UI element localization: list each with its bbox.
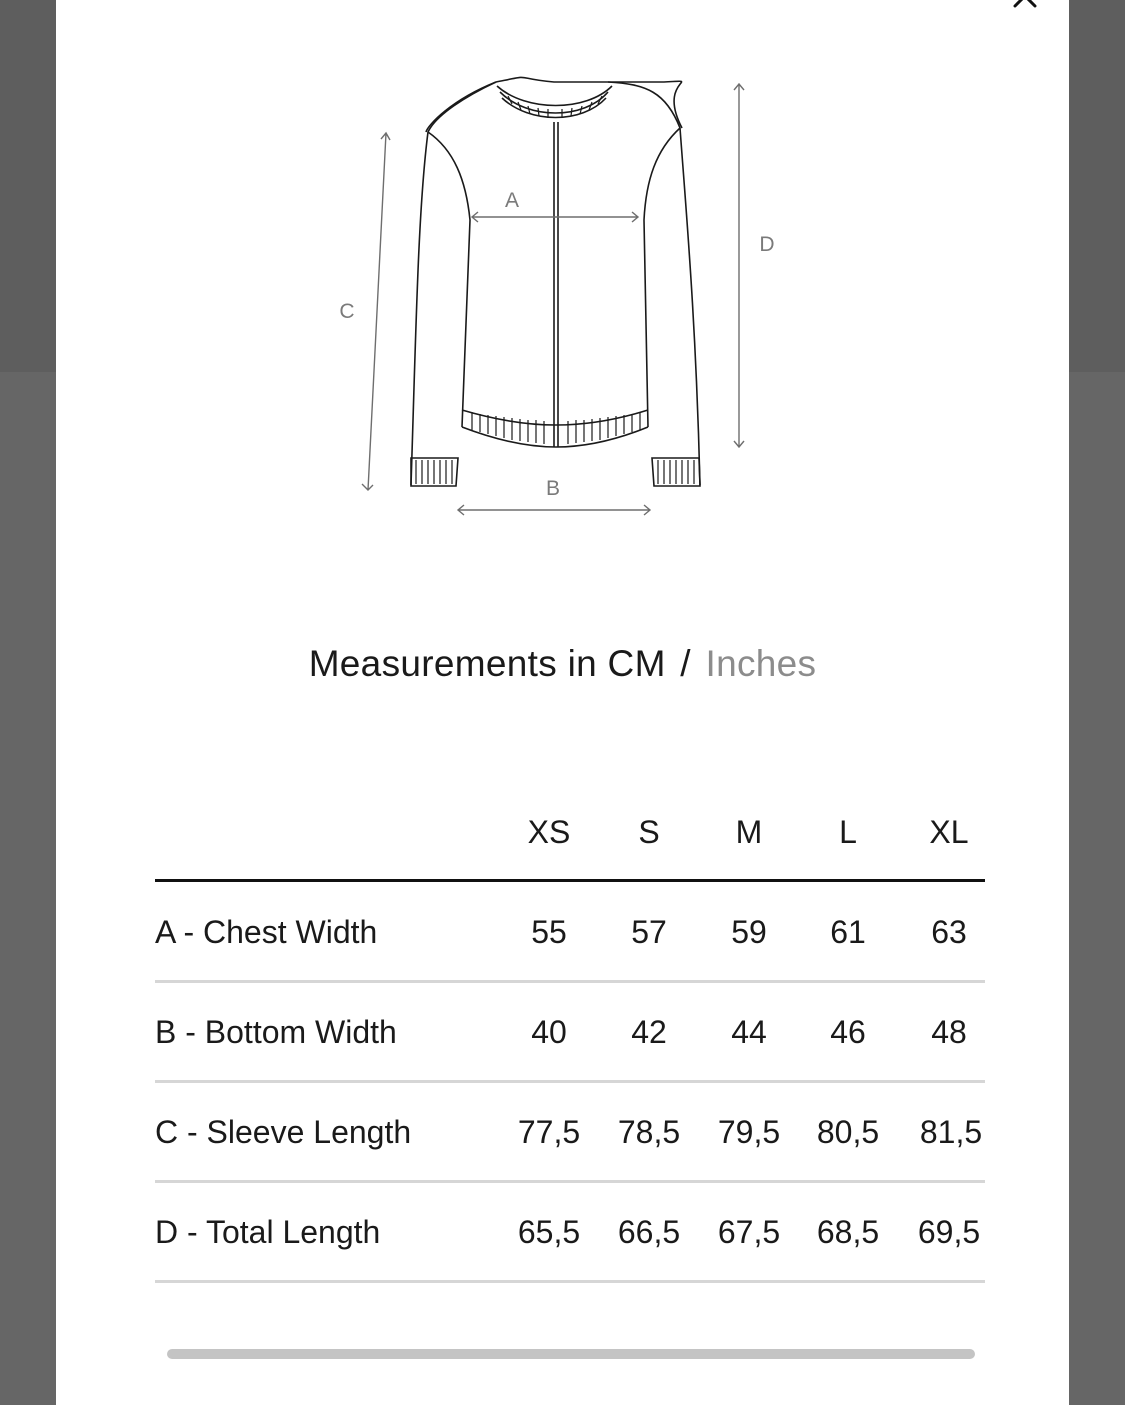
row-label-total: D - Total Length xyxy=(155,1214,381,1250)
table-cell: 67,5 xyxy=(717,1214,781,1250)
label-b: B xyxy=(545,477,561,500)
table-cell: 55 xyxy=(531,914,567,950)
table-row xyxy=(155,1000,985,1150)
table-cell: 48 xyxy=(931,1014,967,1050)
table-cell: 65,5 xyxy=(517,1214,581,1250)
unit-cm-option[interactable]: Measurements in CM xyxy=(308,643,666,684)
horizontal-scrollbar[interactable] xyxy=(167,1349,975,1359)
label-c: C xyxy=(339,300,355,323)
table-cell: 69,5 xyxy=(917,1214,981,1250)
label-d: D xyxy=(759,233,775,256)
units-toggle xyxy=(56,643,1069,685)
size-header-s: S xyxy=(638,814,660,850)
size-guide-modal xyxy=(56,0,1069,1405)
table-cell: 59 xyxy=(731,914,767,950)
table-cell: 81,5 xyxy=(919,1114,983,1150)
unit-separator: / xyxy=(680,643,691,684)
size-header-xs: XS xyxy=(527,814,571,850)
table-cell: 79,5 xyxy=(717,1114,781,1150)
row-label-bottom: B - Bottom Width xyxy=(155,1014,397,1050)
table-row xyxy=(155,900,985,1050)
table-cell: 77,5 xyxy=(517,1114,581,1150)
row-label-chest: A - Chest Width xyxy=(155,914,378,950)
table-cell: 61 xyxy=(830,914,866,950)
unit-inches-option[interactable]: Inches xyxy=(705,643,817,684)
table-cell: 80,5 xyxy=(816,1114,880,1150)
table-cell: 40 xyxy=(531,1014,567,1050)
table-cell: 57 xyxy=(631,914,667,950)
table-cell: 42 xyxy=(631,1014,667,1050)
table-cell: 78,5 xyxy=(617,1114,681,1150)
label-a: A xyxy=(504,189,520,212)
table-row xyxy=(155,1100,985,1250)
row-label-sleeve: C - Sleeve Length xyxy=(155,1114,412,1150)
size-header-m: M xyxy=(735,814,763,850)
garment-diagram xyxy=(56,0,1069,560)
measurement-arrows xyxy=(362,84,744,515)
row-divider xyxy=(155,1280,985,1283)
table-row xyxy=(155,800,985,950)
size-header-xl: XL xyxy=(929,814,969,850)
size-header-l: L xyxy=(839,814,857,850)
table-cell: 46 xyxy=(830,1014,866,1050)
table-cell: 63 xyxy=(931,914,967,950)
table-cell: 68,5 xyxy=(816,1214,880,1250)
table-cell: 66,5 xyxy=(617,1214,681,1250)
cardigan-illustration xyxy=(411,77,736,486)
table-cell: 44 xyxy=(731,1014,767,1050)
